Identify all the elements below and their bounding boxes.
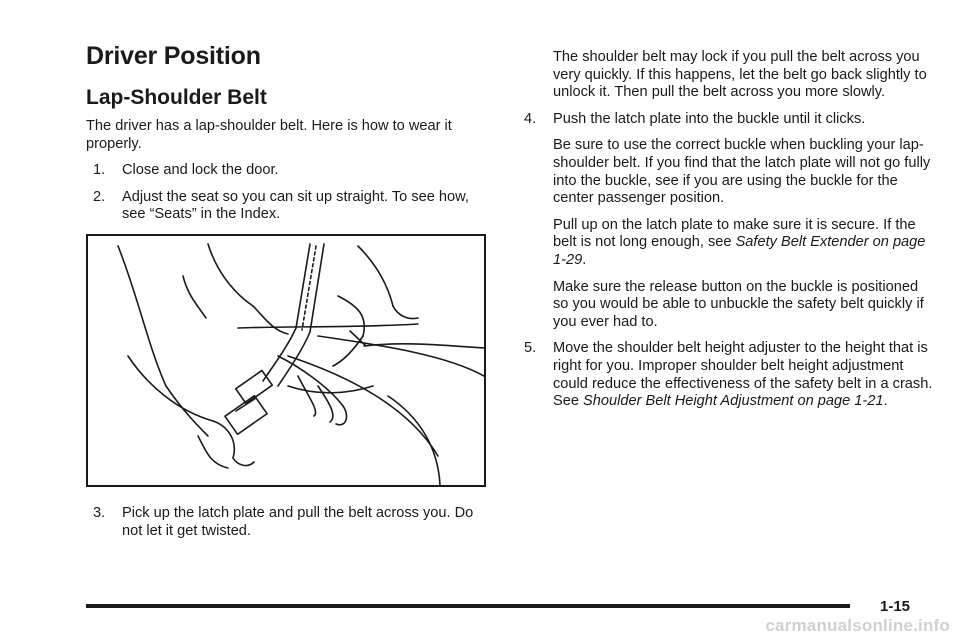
step-5-text: Move the shoulder belt height adjuster to the height that is right for you. Improper shoulder belt height adjustment could reduce the effectiveness of the safety belt in a crash. See [553, 340, 933, 410]
step-4 [524, 111, 934, 129]
punctuation: . [883, 393, 888, 410]
page-title: Driver Position [86, 42, 261, 70]
release-button-note: Make sure the release button on the buckle is positioned so you would be able to unbuckle the safety belt quickly if you ever had to. [553, 278, 924, 330]
shoulder-belt-height-reference[interactable]: Shoulder Belt Height Adjustment on page 1-21 [583, 393, 884, 410]
right-column [524, 49, 934, 420]
seat-belt-illustration [86, 234, 486, 487]
step-text: Pick up the latch plate and pull the belt across you. Do not let it get twisted. [122, 505, 474, 539]
pull-check-note [553, 217, 934, 270]
step-text: Push the latch plate into the buckle until it clicks. [553, 110, 866, 127]
buckle-note: Be sure to use the correct buckle when buckling your lap-shoulder belt. If you find that the latch plate will not go fully into the buckle, see if you are using the buckle for the center passenger position. [553, 137, 931, 207]
punctuation: . [582, 251, 587, 268]
left-column [86, 118, 490, 233]
step-3-note: The shoulder belt may lock if you pull the belt across you very quickly. If this happens, let the belt go back slightly to unlock it. Then pull the belt across you more slowly. [553, 49, 927, 101]
buckling-drawing [88, 236, 484, 485]
watermark: carmanualsonline.info [765, 616, 950, 635]
belt-extender-reference[interactable]: Safety Belt Extender on page 1-29 [553, 234, 926, 268]
step-3-item [93, 505, 493, 540]
step-text: Close and lock the door. [122, 162, 279, 179]
step-number: 1. [93, 162, 106, 179]
step-number: 2. [93, 188, 106, 205]
step-text: Adjust the seat so you can sit up straight. To see how, see “Seats” in the Index. [122, 188, 469, 223]
page-number: 1-15 [880, 598, 911, 615]
step-2 [93, 189, 490, 224]
step-5 [524, 340, 934, 410]
step-number: 4. [524, 110, 537, 127]
step-text [553, 340, 932, 409]
step-1 [93, 162, 490, 180]
footer-rule [86, 604, 850, 608]
pull-check-text: Pull up on the latch plate to make sure it is secure. If the belt is not long enough, see [553, 216, 916, 251]
intro-paragraph: The driver has a lap-shoulder belt. Here is how to wear it properly. [86, 118, 452, 152]
section-title: Lap-Shoulder Belt [86, 86, 267, 109]
step-number: 3. [93, 505, 106, 521]
step-number: 5. [524, 340, 537, 357]
step-3 [93, 505, 493, 540]
